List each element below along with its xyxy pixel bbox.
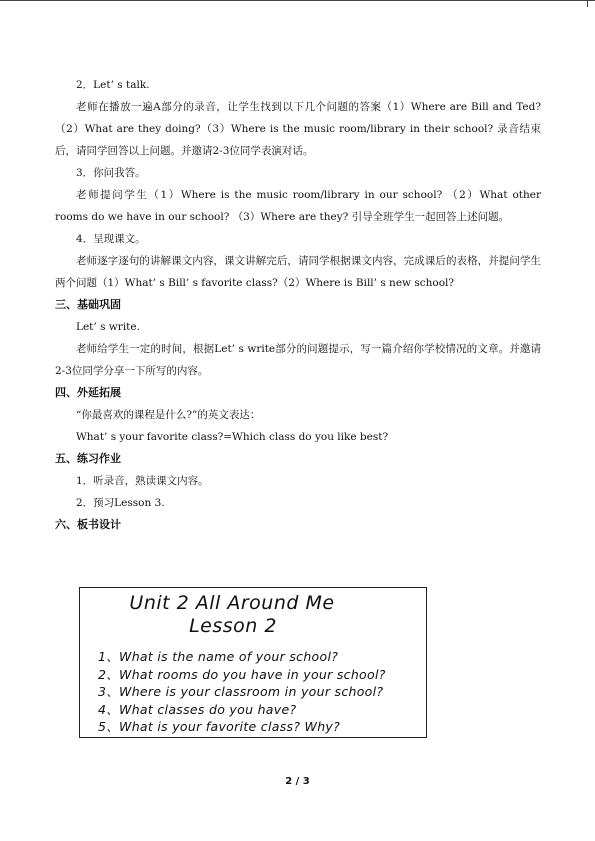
section-heading: 五、练习作业 [55,452,121,465]
board-question: 1、What is the name of your school? [98,649,339,664]
blackboard-design-box [79,587,427,738]
board-title: Unit 2 All Around Me [129,592,335,614]
page-number: 2 / 3 [285,776,310,787]
paragraph: Let’ s write. [76,321,140,333]
lesson-body [55,74,541,536]
board-question: 4、What classes do you have? [98,702,297,717]
paragraph: 老师在播放一遍A部分的录音，让学生找到以下几个问题的答案（1）Where are Bill and Ted? （2）What are they doing?（3）Where is the music room/library in their school? 录音结束后，请同学回答以上问题。并邀请2-3位同学表演对话。 [55,101,541,157]
section-heading: 六、板书设计 [55,518,121,531]
header-rule-tick [587,0,588,7]
paragraph: 3．你问我答。 [76,167,146,179]
paragraph: “你最喜欢的课程是什么?”的英文表达： [76,409,261,421]
paragraph: 2．Let’ s talk. [76,79,150,91]
paragraph: 2．预习Lesson 3. [76,497,165,509]
board-question: 3、Where is your classroom in your school? [98,684,384,699]
section-heading: 三、基础巩固 [55,298,121,311]
paragraph: 老师提问学生（1）Where is the music room/library in our school? （2）What other rooms do we have in our school? （3）Where are they? 引导全班学生一起回答上述问题。 [55,189,541,223]
board-subtitle: Lesson 2 [189,615,277,637]
board-question: 5、What is your favorite class? Why? [98,719,341,734]
paragraph: 老师给学生一定的时间，根据Let’ s write部分的问题提示，写一篇介绍你学校情况的文章。并邀请2-3位同学分享一下所写的内容。 [55,343,541,377]
paragraph: 4．呈现课文。 [76,233,146,245]
header-rule [0,0,595,1]
section-heading: 四、外延拓展 [55,386,121,399]
paragraph: 1．听录音，熟读课文内容。 [76,475,209,487]
paragraph: 老师逐字逐句的讲解课文内容，课文讲解完后，请同学根据课文内容，完成课后的表格，并提问学生两个问题（1）What’ s Bill’ s favorite class?（2）Where is Bill’ s new school? [55,255,541,289]
paragraph: What’ s your favorite class?=Which class do you like best? [76,431,389,443]
board-question: 2、What rooms do you have in your school? [98,667,386,682]
